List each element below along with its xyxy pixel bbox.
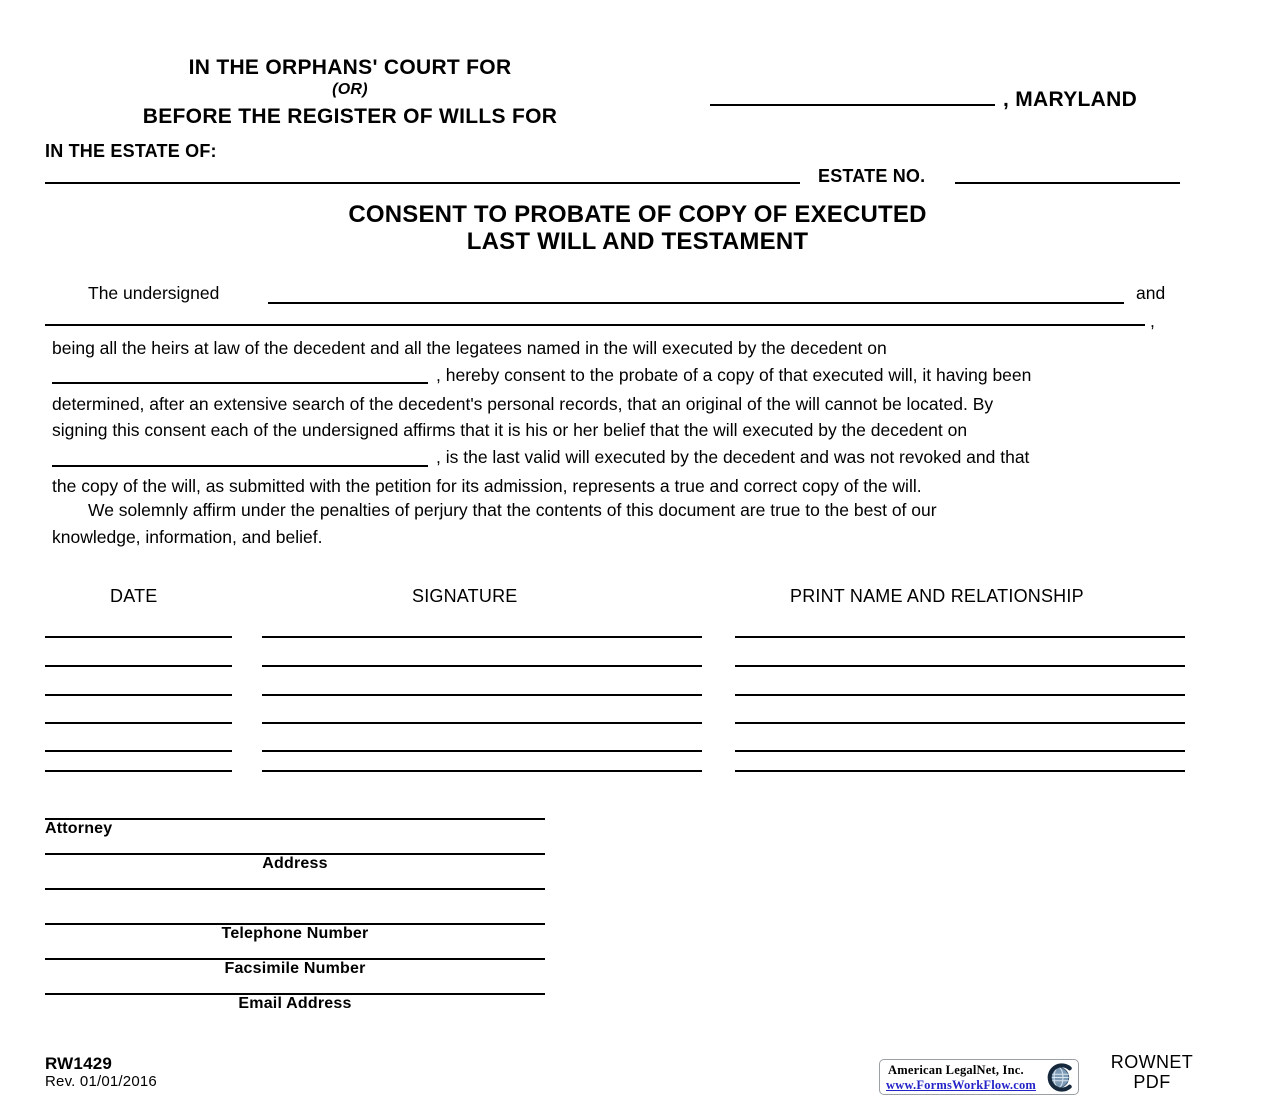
attorney-telephone-number-label: Telephone Number [221,925,369,942]
body-line-2-comma: , [1150,311,1155,331]
signature-row-5-print-name-blank-field[interactable] [735,750,1185,752]
court-heading-or: (OR) [332,81,368,98]
form-number: RW1429 [45,1054,113,1073]
body-line-6: signing this consent each of the undersigned affirms that it is his or her belief that the will executed by the decedent on [52,420,968,440]
body-line-3: being all the heirs at law of the decedent and all the legatees named in the will executed by the decedent on [52,338,887,358]
body-line-1-suffix: and [1136,283,1166,303]
signature-row-3-signature-blank-field[interactable] [262,694,702,696]
pdf-label: PDF [1133,1072,1171,1092]
column-header-signature: SIGNATURE [412,586,518,606]
court-heading-orphans: IN THE ORPHANS' COURT FOR [188,56,512,79]
signature-row-4-signature-blank-field[interactable] [262,722,702,724]
globe-icon [1044,1062,1075,1093]
signature-row-4-print-name-blank-field[interactable] [735,722,1185,724]
attorney-address-line-2-blank-field[interactable] [45,888,545,890]
form-revision-date: Rev. 01/01/2016 [45,1073,157,1090]
will-execution-date-blank-field-2[interactable] [52,465,428,467]
attorney-attorney-label: Attorney [45,820,113,837]
signature-row-2-date-blank-field[interactable] [45,665,232,667]
signature-row-1-date-blank-field[interactable] [45,636,232,638]
will-execution-date-blank-field-1[interactable] [52,382,428,384]
affirmation-line-1: We solemnly affirm under the penalties of perjury that the contents of this document are true to the best of our [88,500,937,520]
document-title-line-1: CONSENT TO PROBATE OF COPY OF EXECUTED [348,201,927,228]
attorney-email-address-label: Email Address [238,995,352,1012]
county-blank-field[interactable] [710,104,995,106]
body-line-4: , hereby consent to the probate of a copy of that executed will, it having been [436,365,1032,385]
estate-number-label: ESTATE NO. [818,166,926,186]
signature-row-1-print-name-blank-field[interactable] [735,636,1185,638]
column-header-date: DATE [110,586,158,606]
court-heading-register: BEFORE THE REGISTER OF WILLS FOR [142,105,558,128]
body-line-1-prefix: The undersigned [88,283,220,303]
american-legalnet-badge[interactable] [879,1059,1079,1095]
signature-row-2-signature-blank-field[interactable] [262,665,702,667]
legalnet-company-name: American LegalNet, Inc. [888,1063,1024,1077]
undersigned-name-blank-field-1[interactable] [268,302,1124,304]
signature-row-6-date-blank-field[interactable] [45,770,232,772]
attorney-facsimile-number-label: Facsimile Number [224,960,366,977]
rownet-label: ROWNET [1110,1052,1194,1072]
signature-row-3-date-blank-field[interactable] [45,694,232,696]
estate-of-label: IN THE ESTATE OF: [45,141,217,161]
signature-row-1-signature-blank-field[interactable] [262,636,702,638]
document-title-line-2: LAST WILL AND TESTAMENT [466,228,809,255]
affirmation-line-2: knowledge, information, and belief. [52,527,323,547]
estate-number-blank-field[interactable] [955,182,1180,184]
signature-row-5-signature-blank-field[interactable] [262,750,702,752]
column-header-print-name: PRINT NAME AND RELATIONSHIP [790,586,1084,606]
signature-row-6-signature-blank-field[interactable] [262,770,702,772]
signature-row-3-print-name-blank-field[interactable] [735,694,1185,696]
signature-row-6-print-name-blank-field[interactable] [735,770,1185,772]
signature-row-4-date-blank-field[interactable] [45,722,232,724]
state-label: , MARYLAND [1003,88,1138,111]
estate-name-blank-field[interactable] [45,182,800,184]
body-line-7: , is the last valid will executed by the decedent and was not revoked and that [436,447,1030,467]
legalnet-website-link[interactable]: www.FormsWorkFlow.com [886,1078,1037,1092]
body-line-5: determined, after an extensive search of the decedent's personal records, that an original of the will cannot be located. By [52,394,994,414]
attorney-address-label: Address [262,855,328,872]
signature-row-2-print-name-blank-field[interactable] [735,665,1185,667]
undersigned-name-blank-field-2[interactable] [45,324,1145,326]
signature-row-5-date-blank-field[interactable] [45,750,232,752]
body-line-8: the copy of the will, as submitted with the petition for its admission, represents a true and correct copy of the will. [52,476,922,496]
